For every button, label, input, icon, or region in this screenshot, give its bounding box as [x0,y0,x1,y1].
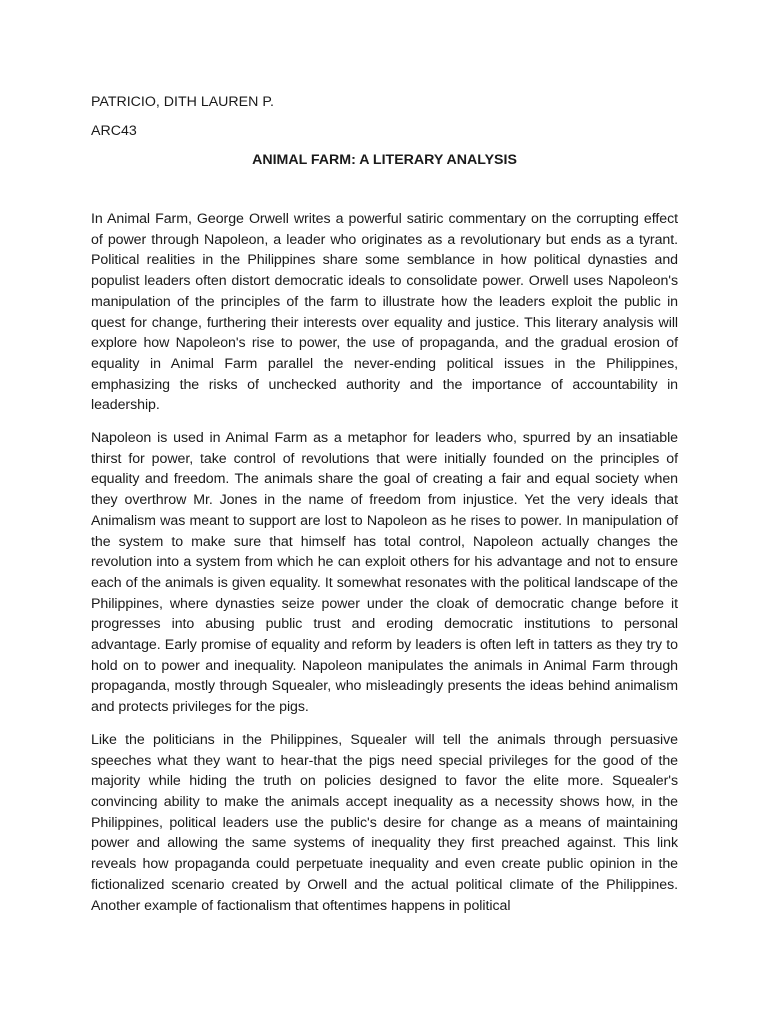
paragraph-napoleon: Napoleon is used in Animal Farm as a metaphor for leaders who, spurred by an insatiable thirst for power, take control of revolutions that were initially founded on the principles of equality and freedom. The animals share the goal of creating a fair and equal society when they overthrow Mr. Jones in the name of freedom from injustice. Yet the very ideals that Animalism was meant to support are lost to Napoleon as he rises to power. In manipulation of the system to make sure that himself has total control, Napoleon actually changes the revolution into a system from which he can exploit others for his advantage and not to ensure each of the animals is given equality. It somewhat resonates with the political landscape of the Philippines, where dynasties seize power under the cloak of democratic change before it progresses into abusing public trust and eroding democratic institutions to personal advantage. Early promise of equality and reform by leaders is often left in tatters as they try to hold on to power and inequality. Napoleon manipulates the animals in Animal Farm through propaganda, mostly through Squealer, who misleadingly presents the ideas behind animalism and protects privileges for the pigs. [91,430,678,716]
course-code: ARC43 [91,123,137,139]
document-body [91,92,678,916]
document-title: ANIMAL FARM: A LITERARY ANALYSIS [252,152,517,168]
paragraph-introduction: In Animal Farm, George Orwell writes a powerful satiric commentary on the corrupting effect of power through Napoleon, a leader who originates as a revolutionary but ends as a tyrant. Political realities in the Philippines share some semblance in how political dynasties and populist leaders often distort democratic ideals to consolidate power. Orwell uses Napoleon's manipulation of the principles of the farm to illustrate how the leaders exploit the public in quest for change, furthering their interests over equality and justice. This literary analysis will explore how Napoleon's rise to power, the use of propaganda, and the gradual erosion of equality in Animal Farm parallel the never-ending political issues in the Philippines, emphasizing the risks of unchecked authority and the importance of accountability in leadership. [91,211,678,414]
author-name: PATRICIO, DITH LAUREN P. [91,94,274,110]
paragraph-squealer: Like the politicians in the Philippines, Squealer will tell the animals through persuasive speeches what they want to hear-that the pigs need special privileges for the good of the majority while hiding the truth on policies designed to favor the elite more. Squealer's convincing ability to make the animals accept inequality as a necessity shows how, in the Philippines, political leaders use the public's desire for change as a means of maintaining power and allowing the same systems of inequality they first preached against. This link reveals how propaganda could perpetuate inequality and even create public opinion in the fictionalized scenario created by Orwell and the actual political climate of the Philippines. Another example of factionalism that oftentimes happens in political [91,731,678,914]
